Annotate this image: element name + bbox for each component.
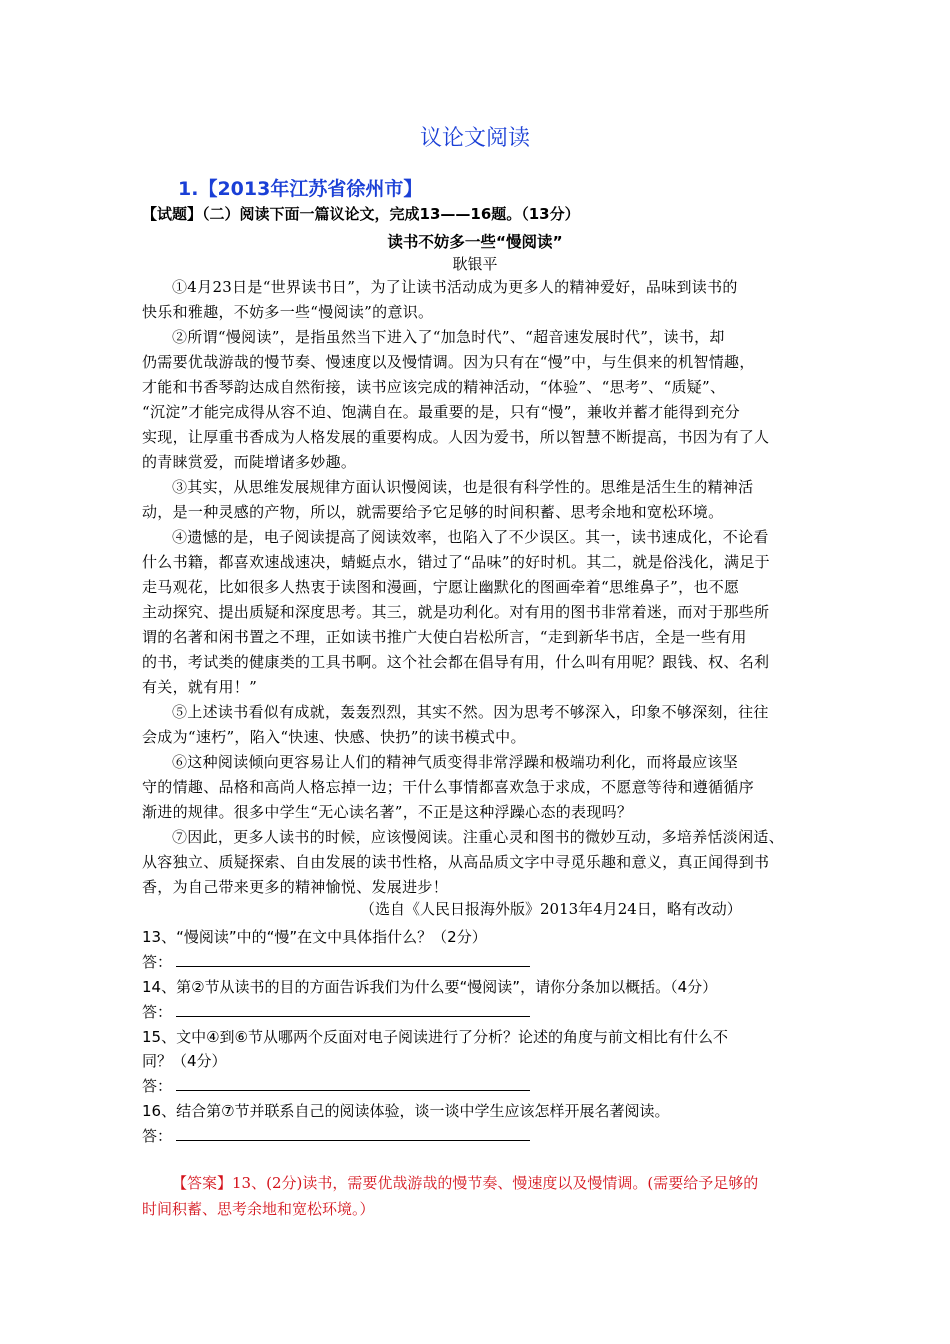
page-title: 议论文阅读 [419,126,530,151]
article-line: 快乐和雅趣，不妨多一些“慢阅读”的意识。 [142,303,434,321]
article-title: 读书不妨多一些“慢阅读” [387,233,563,251]
answer-label: 答： [142,1127,173,1145]
section-heading: 1.【2013年江苏省徐州市】 [178,178,423,200]
question-14: 14、第②节从读书的目的方面告诉我们为什么要“慢阅读”，请你分条加以概括。（4分） [142,978,718,996]
answer-line-16[interactable] [176,1140,530,1141]
article-line: 什么书籍，都喜欢速战速决，蜻蜓点水，错过了“品味”的好时机。其二，就是俗浅化，满足于 [142,553,770,571]
article-line: ⑥这种阅读倾向更容易让人们的精神气质变得非常浮躁和极端功利化，而将最应该坚 [172,753,739,771]
article-line: ④遗憾的是，电子阅读提高了阅读效率，也陷入了不少误区。其一，读书速成化，不论看 [172,528,769,546]
answer-label: 答： [142,953,173,971]
answer-line-13[interactable] [176,966,530,967]
article-line: ⑦因此，更多人读书的时候，应该慢阅读。注重心灵和图书的微妙互动，多培养恬淡闲适、 [172,828,785,846]
article-line: 香，为自己带来更多的精神愉悦、发展进步！ [142,878,449,896]
answer-text: 【答案】13、(2分)读书，需要优哉游哉的慢节奏、慢速度以及慢情调。(需要给予足够的 [172,1174,759,1192]
answer-label: 答： [142,1003,173,1021]
article-line: ①4月23日是“世界读书日”，为了让读书活动成为更多人的精神爱好，品味到读书的 [172,278,738,296]
article-line: ②所谓“慢阅读”，是指虽然当下进入了“加急时代”、“超音速发展时代”，读书，却 [172,328,725,346]
article-line: 渐进的规律。很多中学生“无心读名著”，不正是这种浮躁心态的表现吗？ [142,803,633,821]
answer-text-cont: 时间积蓄、思考余地和宽松环境。） [142,1200,375,1218]
article-line: 仍需要优哉游哉的慢节奏、慢速度以及慢情调。因为只有在“慢”中，与生俱来的机智情趣， [142,353,755,371]
question-intro: 【试题】（二）阅读下面一篇议论文，完成13——16题。（13分） [142,205,580,223]
article-line: 会成为“速朽”，陷入“快速、快感、快扔”的读书模式中。 [142,728,526,746]
article-line: 从容独立、质疑探索、自由发展的读书性格，从高品质文字中寻觅乐趣和意义，真正闻得到书 [142,853,770,871]
article-source: （选自《人民日报海外版》2013年4月24日，略有改动） [360,900,742,918]
question-13: 13、“慢阅读”中的“慢”在文中具体指什么？（2分） [142,928,487,946]
article-line: 谓的名著和闲书置之不理，正如读书推广大使白岩松所言，“走到新华书店，全是一些有用 [142,628,747,646]
article-line: 有关，就有用！” [142,678,258,696]
answer-line-14[interactable] [176,1016,530,1017]
article-line: ③其实，从思维发展规律方面认识慢阅读，也是很有科学性的。思维是活生生的精神活 [172,478,754,496]
question-16: 16、结合第⑦节并联系自己的阅读体验，谈一谈中学生应该怎样开展名著阅读。 [142,1102,670,1120]
answer-label: 答： [142,1077,173,1095]
article-author: 耿银平 [452,255,498,273]
article-line: “沉淀”才能完成得从容不迫、饱满自在。最重要的是，只有“慢”，兼收并蓄才能得到充分 [142,403,740,421]
article-line: 的青睐赏爱，而陡增诸多妙趣。 [142,453,357,471]
article-line: ⑤上述读书看似有成就，轰轰烈烈，其实不然。因为思考不够深入，印象不够深刻，往往 [172,703,769,721]
article-line: 实现，让厚重书香成为人格发展的重要构成。人因为爱书，所以智慧不断提高，书因为有了人 [142,428,770,446]
question-15: 15、文中④到⑥节从哪两个反面对电子阅读进行了分析？论述的角度与前文相比有什么不 [142,1028,728,1046]
article-line: 才能和书香琴韵达成自然衔接，读书应该完成的精神活动，“体验”、“思考”、“质疑”、 [142,378,726,396]
article-line: 动，是一种灵感的产物，所以，就需要给予它足够的时间积蓄、思考余地和宽松环境。 [142,503,724,521]
article-line: 主动探究、提出质疑和深度思考。其三，就是功利化。对有用的图书非常着迷，而对于那些所 [142,603,770,621]
article-line: 守的情趣、品格和高尚人格忘掉一边；干什么事情都喜欢急于求成，不愿意等待和遵循循序 [142,778,755,796]
article-line: 的书，考试类的健康类的工具书啊。这个社会都在倡导有用，什么叫有用呢？跟钱、权、名利 [142,653,770,671]
article-line: 走马观花，比如很多人热衷于读图和漫画，宁愿让幽默化的图画牵着“思维鼻子”，也不愿 [142,578,740,596]
answer-line-15[interactable] [176,1090,530,1091]
question-15-cont: 同？（4分） [142,1052,227,1070]
